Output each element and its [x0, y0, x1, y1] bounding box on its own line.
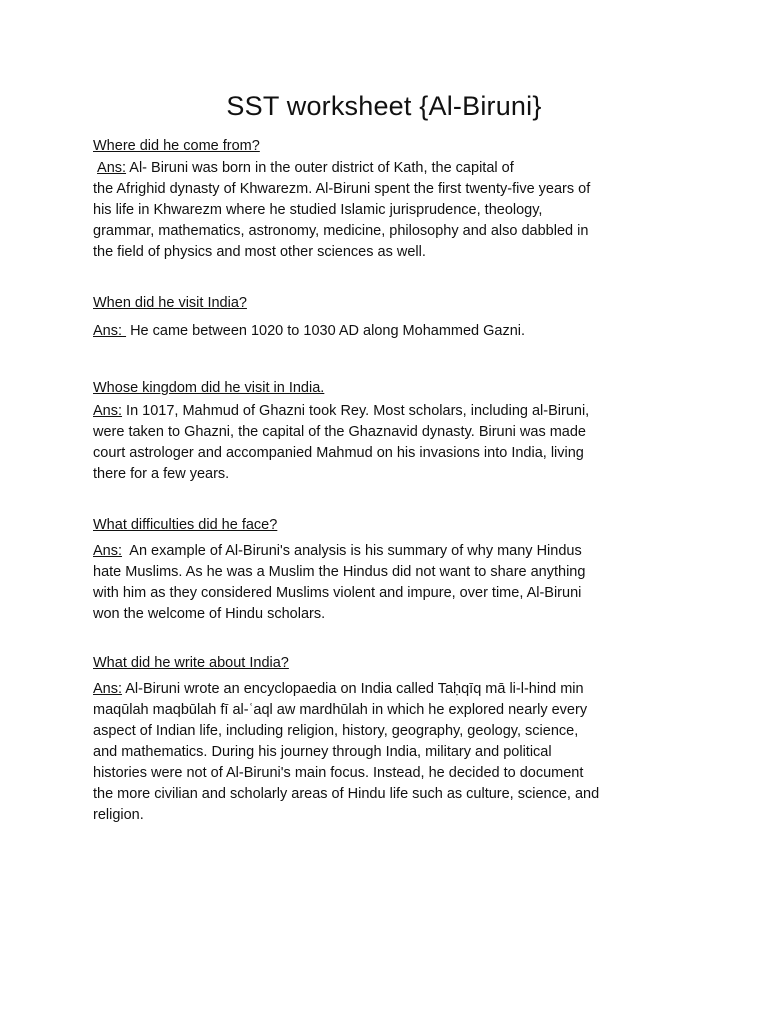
answer-text [93, 541, 683, 625]
answer-line [93, 321, 683, 342]
answer-line: aspect of Indian life, including religion, history, geography, geology, science, [93, 723, 579, 739]
answer-text [93, 401, 683, 485]
qa-section-writings [93, 653, 683, 826]
page-title: SST worksheet {Al-Biruni} [226, 91, 542, 121]
answer-line: and mathematics. During his journey through India, military and political [93, 744, 552, 760]
answer-line-text: An example of Al-Biruni's analysis is his summary of why many Hindus [129, 543, 582, 559]
answer-line [93, 541, 683, 562]
answer-line: grammar, mathematics, astronomy, medicine, philosophy and also dabbled in [93, 223, 589, 239]
qa-section-difficulties [93, 515, 683, 625]
answer-line: religion. [93, 807, 144, 823]
answer-line: were taken to Ghazni, the capital of the Ghaznavid dynasty. Biruni was made [93, 424, 586, 440]
question-heading: Whose kingdom did he visit in India. [93, 380, 325, 396]
answer-line [93, 158, 683, 179]
answer-line: the more civilian and scholarly areas of Hindu life such as culture, science, and [93, 786, 600, 802]
answer-line: his life in Khwarezm where he studied Islamic jurisprudence, theology, [93, 202, 543, 218]
answer-line: won the welcome of Hindu scholars. [93, 606, 326, 622]
ans-label: Ans: [97, 160, 127, 176]
answer-line: hate Muslims. As he was a Muslim the Hindus did not want to share anything [93, 564, 586, 580]
ans-label: Ans: [93, 403, 123, 419]
question-heading: What difficulties did he face? [93, 517, 278, 533]
answer-text [93, 158, 683, 263]
answer-line-text: Al-Biruni wrote an encyclopaedia on India called Taḥqīq mā li-l-hind min [125, 681, 584, 697]
answer-line-text: In 1017, Mahmud of Ghazni took Rey. Most scholars, including al-Biruni, [126, 403, 590, 419]
answer-line [93, 401, 683, 422]
question-heading: What did he write about India? [93, 655, 289, 671]
ans-label: Ans: [93, 323, 123, 339]
answer-line: the Afrighid dynasty of Khwarezm. Al-Biruni spent the first twenty-five years of [93, 181, 591, 197]
answer-text [93, 679, 683, 826]
answer-line [93, 679, 683, 700]
qa-section-visit [93, 293, 683, 342]
answer-line: court astrologer and accompanied Mahmud on his invasions into India, living [93, 445, 584, 461]
question-heading: When did he visit India? [93, 295, 247, 311]
answer-line: histories were not of Al-Biruni's main focus. Instead, he decided to document [93, 765, 584, 781]
answer-line: maqūlah maqbūlah fī al-ʿaql aw mardhūlah in which he explored nearly every [93, 702, 588, 718]
answer-line: there for a few years. [93, 466, 230, 482]
ans-label: Ans: [93, 681, 123, 697]
qa-section-kingdom [93, 378, 683, 485]
ans-label: Ans: [93, 543, 123, 559]
answer-text [93, 321, 683, 342]
answer-line-text: He came between 1020 to 1030 AD along Mohammed Gazni. [130, 323, 526, 339]
qa-section-origin [93, 136, 683, 263]
answer-line-text: Al- Biruni was born in the outer district of Kath, the capital of [129, 160, 514, 176]
answer-line: with him as they considered Muslims violent and impure, over time, Al-Biruni [93, 585, 582, 601]
answer-line: the field of physics and most other sciences as well. [93, 244, 426, 260]
question-heading: Where did he come from? [93, 138, 260, 154]
